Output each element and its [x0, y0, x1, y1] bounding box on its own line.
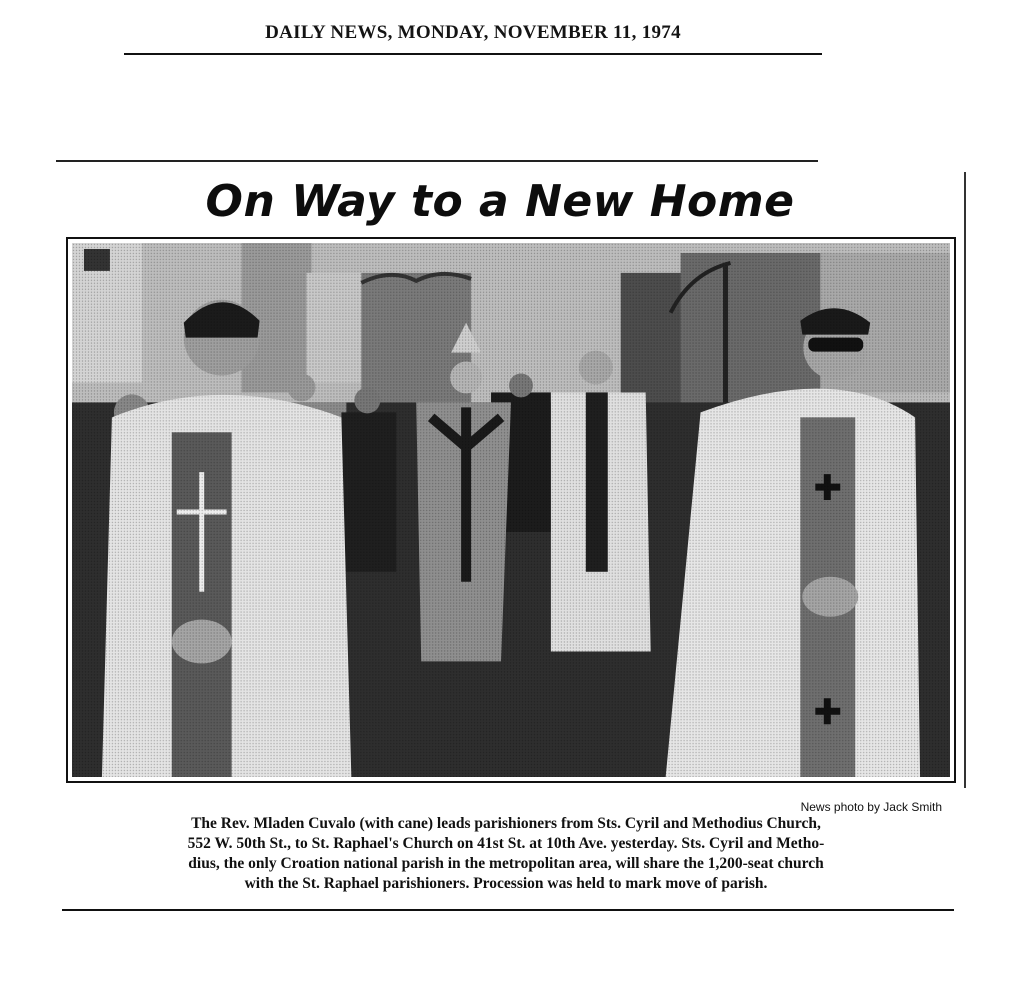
caption-line: 552 W. 50th St., to St. Raphael's Church on 41st St. at 10th Ave. yesterday. Sts. Cyril and Metho- — [187, 835, 825, 852]
photo-caption — [62, 814, 950, 894]
dateline-rule — [124, 53, 822, 55]
caption-line: dius, the only Croation national parish in the metropolitan area, will share the 1,200-seat church — [188, 855, 824, 872]
caption-rule — [62, 909, 954, 911]
procession-photo-illustration — [72, 243, 950, 777]
dateline: DAILY NEWS, MONDAY, NOVEMBER 11, 1974 — [265, 22, 681, 43]
headline: On Way to a New Home — [205, 176, 795, 227]
headline-rule — [56, 160, 818, 162]
caption-line: The Rev. Mladen Cuvalo (with cane) leads parishioners from Sts. Cyril and Methodius Church, — [191, 815, 821, 832]
clipping-edge-rule — [964, 172, 966, 788]
caption-line: with the St. Raphael parishioners. Procession was held to mark move of parish. — [244, 875, 768, 892]
news-photo — [66, 237, 956, 783]
photo-credit: News photo by Jack Smith — [800, 800, 942, 814]
